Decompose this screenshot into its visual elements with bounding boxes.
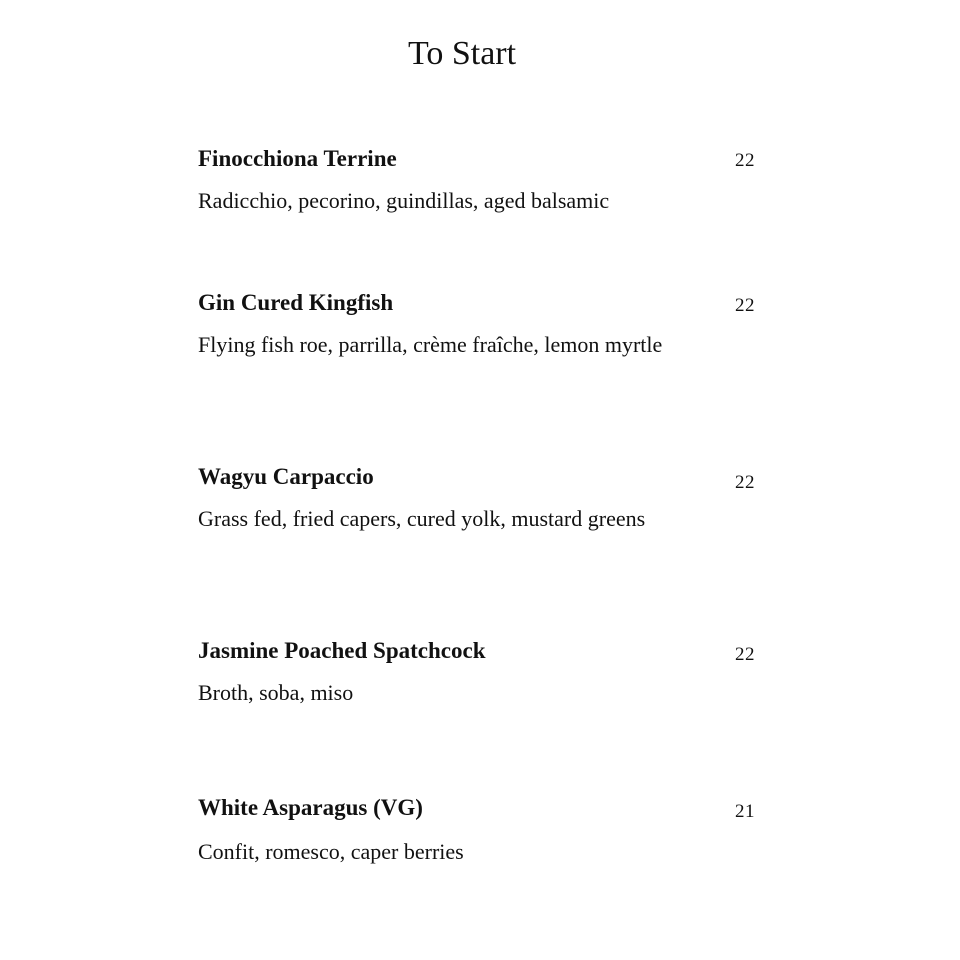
item-price: 22 [735,472,755,493]
item-description: Broth, soba, miso [198,680,354,705]
item-price: 22 [735,295,755,316]
item-description: Grass fed, fried capers, cured yolk, mustard greens [198,506,646,531]
item-name: Jasmine Poached Spatchcock [198,638,486,663]
item-name: Wagyu Carpaccio [198,464,374,489]
item-price: 22 [735,150,755,171]
item-name: Finocchiona Terrine [198,146,397,171]
item-price: 22 [735,644,755,665]
item-description: Flying fish roe, parrilla, crème fraîche, lemon myrtle [198,332,663,357]
item-name: Gin Cured Kingfish [198,290,394,315]
item-description: Radicchio, pecorino, guindillas, aged balsamic [198,188,610,213]
item-description: Confit, romesco, caper berries [198,839,464,864]
item-name: White Asparagus (VG) [198,795,423,820]
item-price: 21 [735,801,755,822]
menu-title: To Start [407,35,517,72]
